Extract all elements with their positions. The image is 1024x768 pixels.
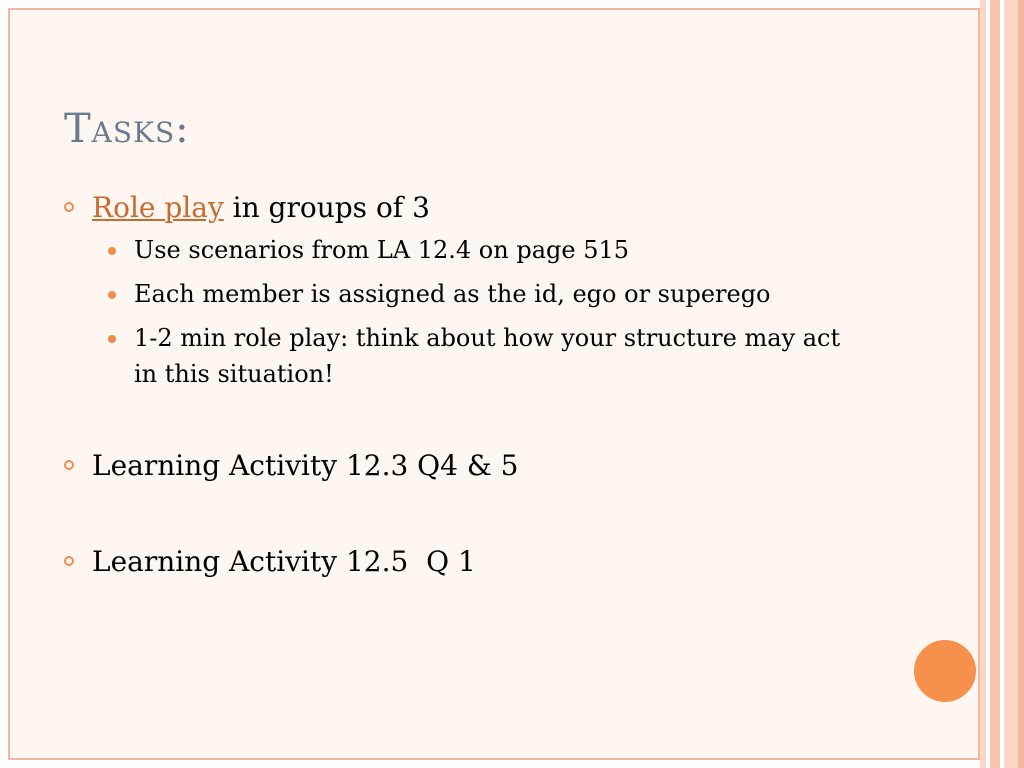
- bullet-marker-icon: [64, 460, 74, 470]
- decorative-circle: [914, 640, 976, 702]
- sub-bullet-item: [108, 276, 864, 312]
- decorative-stripes: [980, 0, 1024, 768]
- sub-bullet-list: [64, 232, 864, 392]
- stripe: [990, 0, 1000, 768]
- sub-bullet-dot-icon: [108, 291, 116, 299]
- bullet-item-role-play: [64, 190, 864, 226]
- bullet-item-activity-12-3: [64, 448, 864, 484]
- sub-bullet-dot-icon: [108, 247, 116, 255]
- bullet-text: Learning Activity 12.5 Q 1: [92, 545, 476, 578]
- sub-bullet-text: 1-2 min role play: think about how your structure may act in this situation!: [134, 324, 841, 388]
- spacer: [64, 484, 864, 544]
- sub-bullet-dot-icon: [108, 335, 116, 343]
- stripe: [1004, 0, 1018, 768]
- sub-bullet-item: [108, 320, 854, 392]
- slide-title: Tasks:: [64, 106, 190, 152]
- sub-bullet-text: Use scenarios from LA 12.4 on page 515: [134, 236, 630, 264]
- bullet-text: Learning Activity 12.3 Q4 & 5: [92, 449, 519, 482]
- spacer: [64, 400, 864, 448]
- bullet-marker-icon: [64, 556, 74, 566]
- bullet-text: in groups of 3: [223, 191, 430, 224]
- bullet-item-activity-12-5: [64, 544, 864, 580]
- sub-bullet-item: [108, 232, 864, 268]
- stripe: [1018, 0, 1024, 768]
- role-play-link[interactable]: Role play: [92, 191, 224, 224]
- sub-bullet-text: Each member is assigned as the id, ego or superego: [134, 280, 771, 308]
- bullet-marker-icon: [64, 202, 74, 212]
- slide-content: [64, 190, 864, 580]
